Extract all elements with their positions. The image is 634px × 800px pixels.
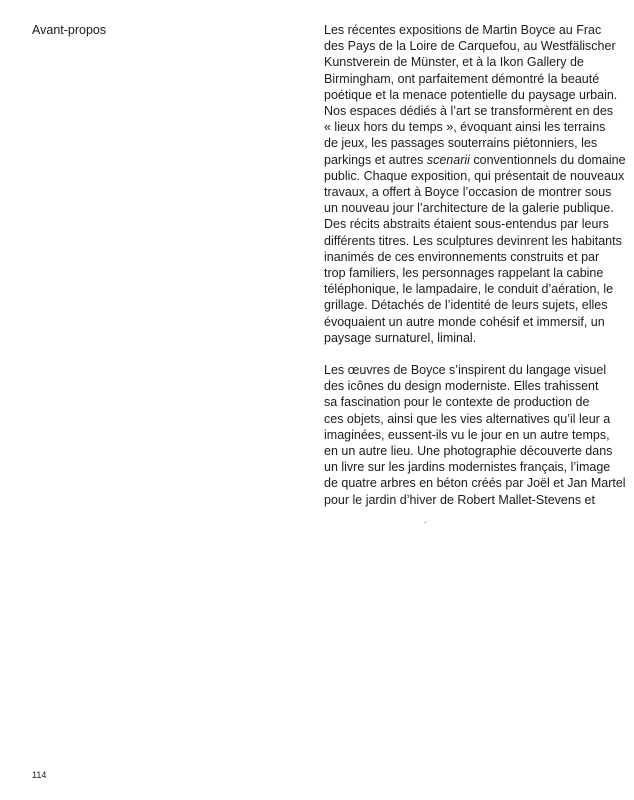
text-line: des icônes du design moderniste. Elles trahissent (324, 379, 599, 394)
text-line: sa fascination pour le contexte de production de (324, 395, 590, 410)
text-line: public. Chaque exposition, qui présentait de nouveaux (324, 168, 625, 183)
italic-term: scenarii (426, 152, 470, 167)
text-line: Les récentes expositions de Martin Boyce au Frac (324, 23, 602, 37)
text-line: grillage. Détachés de l’identité de leurs sujets, elles (324, 298, 608, 313)
text-line: Les œuvres de Boyce s’inspirent du langage visuel (324, 363, 607, 378)
text-line: paysage surnaturel, liminal. (324, 330, 477, 345)
text-line: un nouveau jour l’architecture de la galerie publique. (324, 201, 614, 216)
text-line: Kunstverein de Münster, et à la Ikon Gallery de (324, 55, 584, 70)
print-speck-decoration: ᐟ (424, 521, 427, 528)
text-line: téléphonique, le lampadaire, le conduit d’aération, le (324, 282, 614, 297)
text-line: différents titres. Les sculptures devinrent les habitants (324, 233, 622, 248)
text-line: en un autre lieu. Une photographie découverte dans (324, 444, 613, 459)
text-line: « lieux hors du temps », évoquant ainsi les terrains (324, 120, 606, 135)
text-line: des Pays de la Loire de Carquefou, au Westfälischer (324, 39, 616, 54)
text-line: un livre sur les jardins modernistes français, l’image (324, 460, 611, 475)
section-title: Avant-propos (32, 23, 107, 37)
text-line: imaginées, eussent-ils vu le jour en un autre temps, (324, 427, 610, 442)
text-line: poétique et la menace potentielle du paysage urbain. (324, 87, 618, 102)
text-line: de jeux, les passages souterrains piétonniers, les (324, 136, 598, 151)
text-line: inanimés de ces environnements construits et par (324, 249, 600, 264)
text-line: Nos espaces dédiés à l’art se transformèrent en des (324, 104, 614, 119)
text-line: évoquaient un autre monde cohésif et immersif, un (324, 314, 605, 329)
text-line: de quatre arbres en béton créés par Joël et Jan Martel (324, 476, 626, 491)
page-number: 114 (32, 770, 47, 780)
text-line: trop familiers, les personnages rappelant la cabine (324, 266, 604, 281)
text-line: ces objets, ainsi que les vies alternatives qu’il leur a (324, 411, 611, 426)
text-line: travaux, a offert à Boyce l’occasion de montrer sous (324, 185, 612, 200)
text-line: Birmingham, ont parfaitement démontré la beauté (324, 71, 600, 86)
text-line: Des récits abstraits étaient sous-entendus par leurs (324, 217, 609, 232)
body-text-column (324, 22, 626, 508)
text-line: parkings et autres scenarii conventionnels du domaine (324, 152, 626, 167)
text-line: pour le jardin d’hiver de Robert Mallet-Stevens et (324, 492, 595, 507)
paragraph-2 (324, 362, 626, 508)
paragraph-1 (324, 22, 626, 346)
